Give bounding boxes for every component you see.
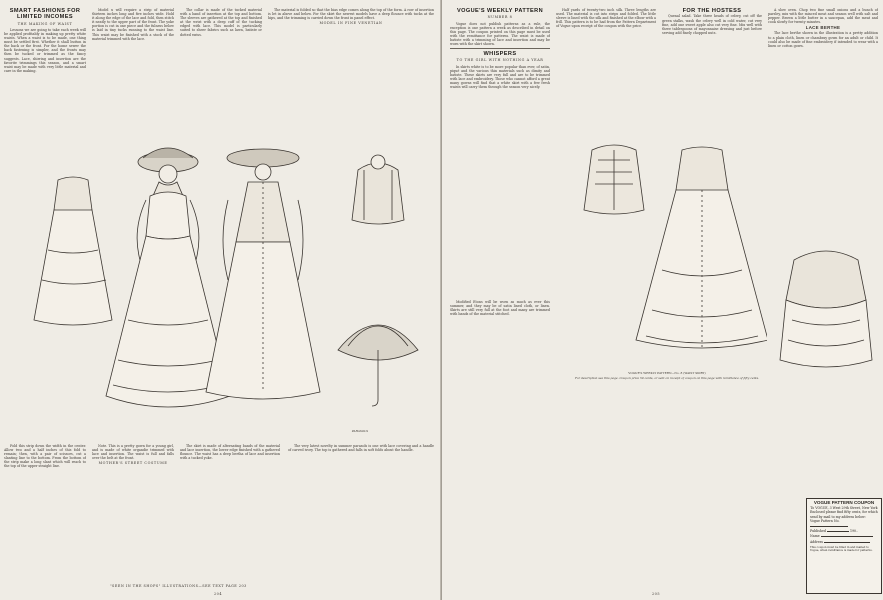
coupon-instructions: Enclosed please find fifty cents, for which send by mail to my address below: <box>810 510 878 519</box>
pattern-illustrations <box>562 140 767 370</box>
skirt-pattern-illustration <box>34 177 112 325</box>
hostess-title: FOR THE HOSTESS <box>682 8 742 14</box>
column-body: The material is folded so that the bias edge comes along the top of the form. A row of insertion is let in above and below. For the skirt the newest models have a deep flounce with tucks at the hips, and the trimming is carried down the front in panel effect. <box>268 8 434 21</box>
coupon-address-row <box>810 539 878 544</box>
coupon-published-field[interactable] <box>827 528 849 532</box>
column-body: The very latest novelty in summer parasols is one with lace covering and a handle of carved ivory. The top is gathered and falls in soft folds about the handle. <box>288 444 434 453</box>
text-column-3 <box>180 8 262 138</box>
bottom-text-column-1 <box>4 444 86 580</box>
coupon-name-label: Name <box>810 534 820 539</box>
column-body: The skirt is made of alternating bands of the material and lace insertion, the lower edge finished with a gathered flounce. The waist has a deep bertha of lace and insertion with a tucked yoke. <box>180 444 280 461</box>
pattern-caption: VOGUE'S WEEKLY PATTERN—No. 8 (WAIST SKIRT) <box>628 371 706 375</box>
pattern-coupon <box>806 498 882 594</box>
pattern-body: Vogue does not publish patterns as a rule, the exception is one pattern a week as described in detail on this page. The coupon printed on this page must be used with the remittance for patterns. The waist is made of batiste with a trimming of lace and insertion and may be worn with the skirt shown. <box>450 21 550 46</box>
section-subhead: MOTHER'S STREET COSTUME <box>98 461 168 466</box>
coupon-title: VOGUE PATTERN COUPON <box>813 500 875 505</box>
left-page <box>0 0 441 600</box>
coupon-published-label: Published <box>810 529 826 534</box>
weekly-pattern-column <box>450 8 550 298</box>
hostess-column <box>662 8 762 138</box>
article-body: Lessons we are going to take each week will be applied profitably in making up pretty white waists. When a waist is to be made, one thing must be settled first. Whether it shall button in the back or the front. For the home sewer the back fastening is simpler, and the fronts may then be tucked or trimmed as the fancy suggests. Lace, shirring and insertion are the favorite trimmings this season, and a smart waist may be made with very little material and care in the making. <box>4 27 86 73</box>
coupon-address-field[interactable] <box>824 539 870 543</box>
article-subtitle: THE MAKING OF WAIST <box>17 21 73 26</box>
pattern-subtitle: NUMBER 8 <box>487 15 513 20</box>
hostess-body: Quenal salad. Take three heads of celery, cut off the green stalks, wash the celery well in cold water, cut very fine, add one sweet apple also cut very fine. Mix well with three tablespoons of mayonnaise dressing and just before serving add finely chopped nuts. <box>662 14 762 35</box>
woman-figure-2-illustration <box>206 149 320 399</box>
lace-berthe-heading: LACE BERTHE <box>805 25 841 31</box>
whispers-title: WHISPERS <box>483 51 517 58</box>
waist-detail-illustration <box>352 155 404 224</box>
parasol-illustration <box>338 325 418 406</box>
text-column-4 <box>768 8 878 238</box>
column-body: Fold this strip down the width in the center. Allow two and a half inches of this fold to remain; then, with a pair of scissors, cut a slanting line to the bottom. From the bottom of the strip make a long slant which will reach to the top of the upper straight line. <box>4 444 86 469</box>
whispers-subtitle: TO THE GIRL WITH NOTHING A YEAR <box>456 58 544 63</box>
column-body: Model x will require a strip of material thirteen inches long and five inches wide. Hold it along the edge of the lace and fold, then stitch it neatly to the upper part of the front. The yoke portion is cut in one piece and the fulness below is laid in tiny tucks running to the waist line. This waist may be finished with a stock of the material trimmed with the lace. <box>92 8 174 41</box>
article-title: SMART FASHIONS FOR LIMITED INCOMES <box>9 8 81 21</box>
text-column-4 <box>268 8 434 138</box>
column-body: Modified Etons will be worn as much as ever this summer, and they may be of satin lined cloth, or linen. Skirts are still very full at the foot and many are trimmed with bands of the material stitched. <box>450 300 550 317</box>
pattern-title: VOGUE'S WEEKLY PATTERN <box>456 8 544 14</box>
coupon-pattern-number-row <box>810 519 878 528</box>
fashion-illustrations <box>18 140 428 440</box>
column-caption: MODEL IN FINE VENETIAN <box>319 21 383 26</box>
whispers-body: In skirts white is to be more popular than ever, of satin, piqué and the various thin materials such as dimity and batiste. These skirts are very full and are to be trimmed with lace and embroidery. Those who cannot afford a great many gowns will find that a white skirt with a few fresh waists will carry them through the season very nicely. <box>450 64 550 90</box>
bottom-text-column-3 <box>180 444 280 580</box>
column-body: Half yards of twenty-two inch silk. Three lengths are used. The material is cut into strips and folded. The little sleeve is lined with the silk and finished at the elbow with a frill. This pattern is to be had from the Pattern Department of Vogue upon receipt of the coupon with the price. <box>556 8 656 29</box>
bottom-text-column-4 <box>288 444 434 580</box>
page-footer: "SEEN IN THE SHOPS" ILLUSTRATIONS—SEE TEXT PAGE 203 <box>110 584 247 588</box>
bottom-text-column-2 <box>92 444 174 580</box>
coupon-address: To VOGUE, 3 West 29th Street, New York <box>810 506 878 511</box>
coupon-year: 190.. <box>849 529 859 534</box>
bottom-text-column-1 <box>450 300 550 580</box>
text-column-2 <box>556 8 656 138</box>
pattern-caption-detail: For description see this page. Coupon price 50 cents, or sent on receipt of coupon on this page with remittance of fifty cents. <box>575 376 759 380</box>
lace-berthe-body: The lace berthe shown in the illustration is a pretty addition to a plain cloth, linen or chambray gown for an adult or child. It could also be made of fine embroidery if intended to wear with a linen or cotton gown. <box>768 31 878 48</box>
column-divider <box>450 48 550 49</box>
coupon-name-field[interactable] <box>821 533 873 537</box>
parasol-caption: PARASOLS <box>351 429 369 433</box>
lace-berthe-illustration <box>774 240 878 390</box>
column-body: Note. This is a pretty gown for a young girl, and is made of white organdie trimmed with lace and insertion. The waist is full and falls over the belt at the front. <box>92 444 174 461</box>
smart-fashions-column <box>4 8 86 138</box>
column-body: The collar is made of the tucked material with a band of insertion at the top and bottom. The sleeves are gathered at the top and finished at the wrist with a deep cuff of the tucking edged with lace. This model is particularly suited to sheer fabrics such as lawn, batiste or dotted swiss. <box>180 8 262 37</box>
skirt-pattern-illustration <box>636 147 767 350</box>
coupon-number-label: Vogue Pattern No. <box>810 518 840 523</box>
coupon-note: This coupon must be filled in and mailed to Vogue, when remittance is made for patterns. <box>810 544 873 553</box>
waist-pattern-illustration <box>584 145 644 214</box>
coupon-address-label: Address <box>810 539 824 544</box>
text-column-2 <box>92 8 174 138</box>
coupon-number-field[interactable] <box>810 523 848 527</box>
page-number: 204 <box>214 592 222 596</box>
page-number: 205 <box>652 592 660 596</box>
column-body: A slow oven. Chop two fine small onions and a bunch of parsley, mix with the minced meat and season well with salt and pepper. Brown a little butter in a saucepan, add the meat and cook slowly for twenty minutes. <box>768 8 878 25</box>
